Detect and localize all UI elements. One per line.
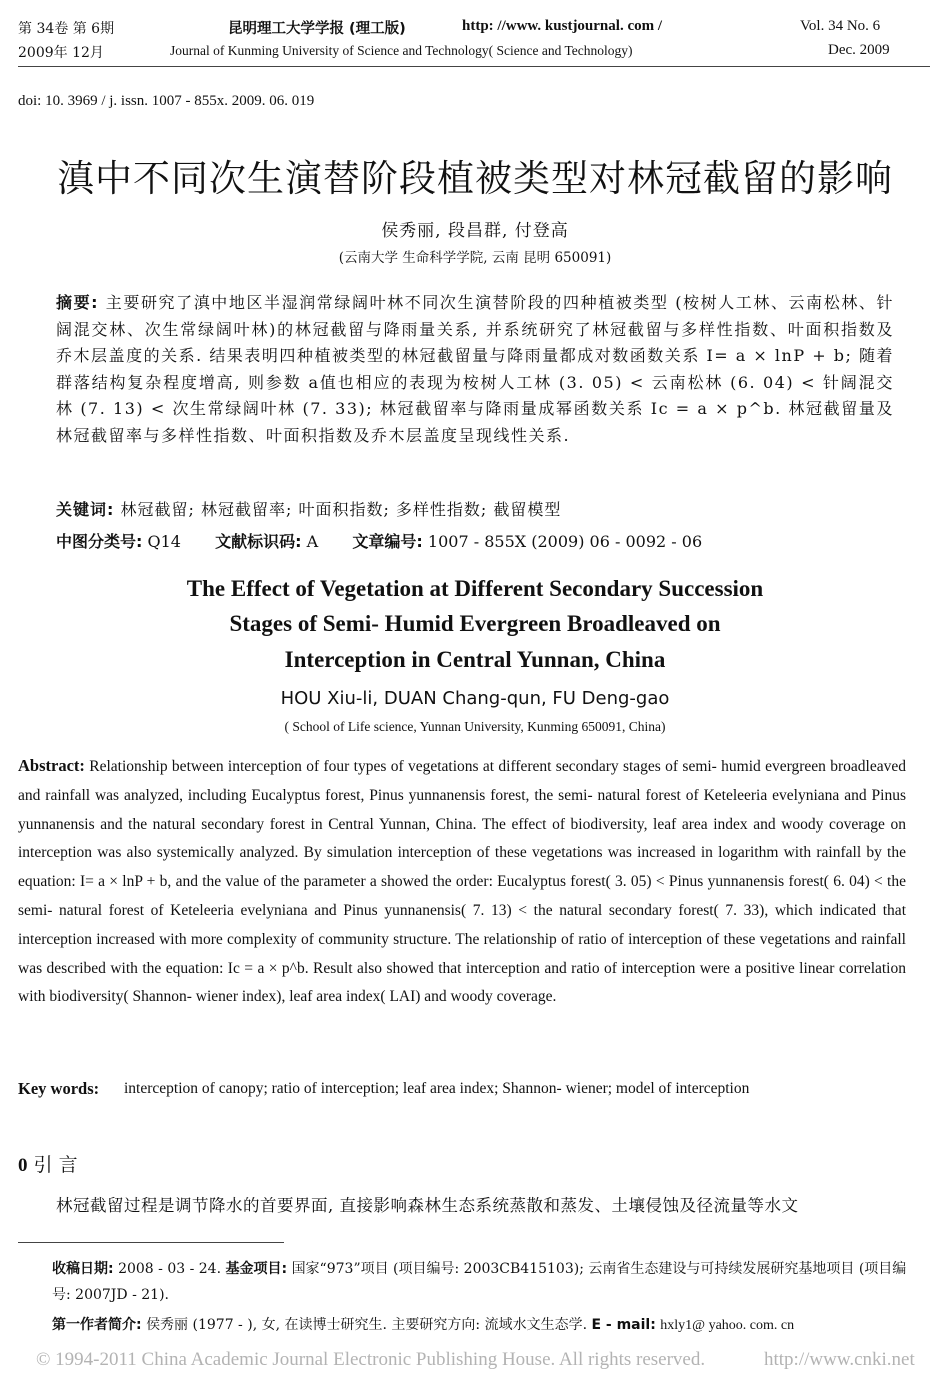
title-en-line-2: Stages of Semi- Humid Evergreen Broadleaved on: [229, 611, 721, 636]
doc-code-value: A: [306, 532, 319, 551]
clc-value: Q14: [147, 532, 181, 551]
article-number-value: 1007 - 855X (2009) 06 - 0092 - 06: [427, 532, 703, 551]
intro-heading: [18, 1150, 78, 1177]
abstract-cn-label: 摘要:: [56, 293, 100, 312]
footnote-author: [52, 1312, 908, 1339]
volume-issue-cn: 第 34卷 第 6期: [18, 21, 115, 37]
abstract-cn-text: 主要研究了滇中地区半湿润常绿阔叶林不同次生演替阶段的四种植被类型 (桉树人工林、云南松林、针阔混交林、次生常绿阔叶林)的林冠截留与降雨量关系, 并系统研究了林冠截留与多样性指数、叶面积指数及乔木层盖度的关系. 结果表明四种植被类型的林冠截留量与降雨量都成对数函数关系 I= a × lnP + b; 随着群落结构复杂程度增高, 则参数 a值也相应的表现为桉树人工林 (3. 05) < 云南松林 (6. 04) < 针阔混交林 (7. 13) < 次生常绿阔叶林 (7. 33); 林冠截留率与降雨量成幂函数关系 Ic = a × p^b. 林冠截留量及林冠截留率与多样性指数、叶面积指数及乔木层盖度呈现线性关系.: [56, 293, 894, 445]
footnote-rule: [18, 1242, 284, 1243]
doc-code-label: 文献标识码:: [215, 532, 302, 551]
keywords-en-text: interception of canopy; ratio of interception; leaf area index; Shannon- wiener; model of interception: [124, 1080, 750, 1097]
email-value[interactable]: hxly1@ yahoo. com. cn: [660, 1318, 795, 1333]
email-label: E - mail:: [591, 1317, 656, 1333]
received-label: 收稿日期:: [52, 1261, 114, 1277]
received-value: 2008 - 03 - 24.: [118, 1261, 222, 1277]
title-en-line-1: The Effect of Vegetation at Different Secondary Succession: [186, 576, 764, 601]
classification-line: [56, 529, 702, 552]
title-cn: 滇中不同次生演替阶段植被类型对林冠截留的影响: [57, 157, 893, 200]
date-cn: 2009年 12月: [18, 45, 104, 61]
keywords-cn: [56, 497, 561, 520]
article-number-label: 文章编号:: [352, 532, 423, 551]
first-author-label: 第一作者简介:: [52, 1317, 142, 1333]
affiliation-cn: (云南大学 生命科学学院, 云南 昆明 650091): [338, 250, 612, 266]
date-en: Dec. 2009: [828, 42, 890, 58]
affiliation-en: ( School of Life science, Yunnan University, Kunming 650091, China): [284, 719, 666, 734]
first-author-text: 侯秀丽 (1977 - ), 女, 在读博士研究生. 主要研究方向: 流域水文生态学.: [146, 1317, 588, 1333]
doi: doi: 10. 3969 / j. issn. 1007 - 855x. 2009. 06. 019: [18, 93, 315, 109]
intro-paragraph: 林冠截留过程是调节降水的首要界面, 直接影响森林生态系统蒸散和蒸发、土壤侵蚀及径流量等水文: [56, 1196, 799, 1215]
title-en-line-3: Interception in Central Yunnan, China: [284, 647, 666, 672]
intro-heading-text: 引 言: [33, 1154, 78, 1176]
authors-cn: 侯秀丽, 段昌群, 付登高: [381, 221, 569, 241]
clc-label: 中图分类号:: [56, 532, 143, 551]
abstract-en-text: Relationship between interception of four types of vegetations at different secondary stages of semi- humid evergreen broadleaved and rainfall was analyzed, including Eucalyptus forest, Pinus yunnanensis forest, the semi- natural forest of Keteleeria evelyniana and Pinus yunnanensis and the natural secondary forest in Central Yunnan, China. The effect of biodiversity, leaf area index and woody coverage on interception was also systemically analyzed. By simulation interception of these vegetations was increased in logarithm with rainfall by the equation: I= a × lnP + b, and the value of the parameter a showed the order: Eucalyptus forest( 3. 05) < Pinus yunnanensis forest( 6. 04) < the semi- natural forest of Keteleeria evelyniana and Pinus yunnanensis( 7. 13) < the natural secondary forest( 7. 33), which indicated that interception increased with more complexity of community structure. The relationship of ratio of interception of these vegetations and rainfall was described with the equation: Ic = a × p^b. Result also showed that interception and ratio of interception were a positive linear correlation with biodiversity( Shannon- wiener index), leaf area index( LAI) and woody coverage.: [18, 758, 907, 1006]
keywords-cn-label: 关键词:: [56, 500, 115, 519]
fund-text: 国家“973”项目 (项目编号: 2003CB415103); 云南省生态建设与可持续发展研究基地项目 (项目编号: 2007JD - 21).: [52, 1261, 907, 1303]
header-rule: [18, 66, 930, 67]
fund-label: 基金项目:: [225, 1261, 288, 1277]
abstract-cn: [56, 290, 894, 449]
intro-heading-number: 0: [18, 1155, 28, 1176]
authors-en: HOU Xiu-li, DUAN Chang-qun, FU Deng-gao: [280, 688, 670, 709]
journal-name-cn: 昆明理工大学学报 (理工版): [228, 21, 406, 37]
volume-issue-en: Vol. 34 No. 6: [800, 18, 881, 34]
abstract-en-label: Abstract:: [18, 756, 85, 775]
journal-name-en: Journal of Kunming University of Science and Technology( Science and Technology): [170, 43, 633, 58]
cnki-link[interactable]: http://www.cnki.net: [764, 1349, 915, 1370]
keywords-cn-text: 林冠截留; 林冠截留率; 叶面积指数; 多样性指数; 截留模型: [120, 500, 562, 519]
keywords-en-label: Key words:: [18, 1079, 100, 1098]
footnote-received: [52, 1256, 908, 1308]
journal-url[interactable]: http: //www. kustjournal. com /: [462, 18, 663, 34]
copyright-notice: © 1994-2011 China Academic Journal Electronic Publishing House. All rights reserved.: [36, 1349, 706, 1370]
abstract-en: [18, 752, 906, 1012]
